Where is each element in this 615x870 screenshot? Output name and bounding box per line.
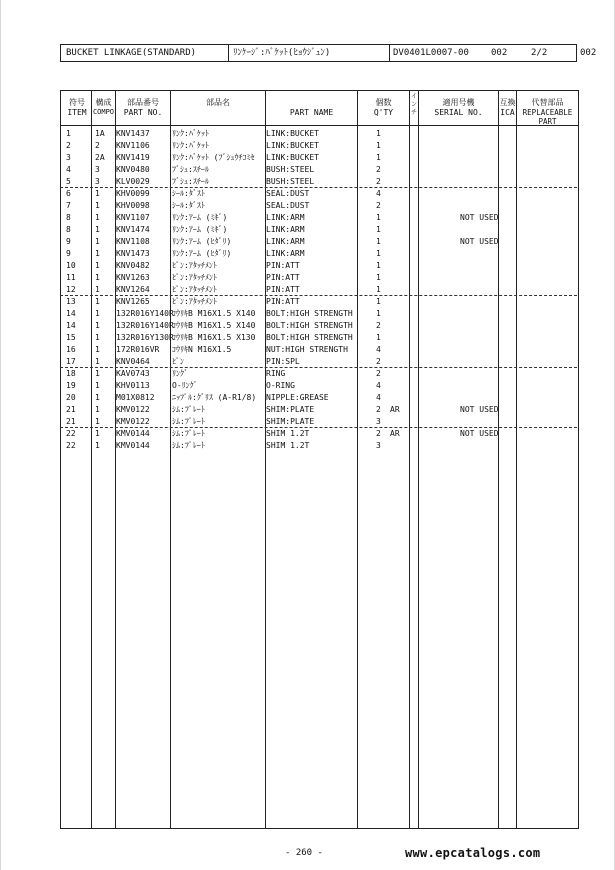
- table-row: [60, 392, 577, 404]
- item-cell: 1: [66, 129, 71, 138]
- compo-cell: 3: [95, 165, 100, 174]
- partno-cell: KMV0122: [116, 417, 150, 426]
- item-cell: 8: [66, 225, 71, 234]
- name-jp-cell: ｺｳﾘｷB M16X1.5 X140: [172, 309, 256, 318]
- page-edge-left: [0, 0, 1, 870]
- table-row: [60, 308, 577, 320]
- partno-cell: KNV0464: [116, 357, 150, 366]
- compo-cell: 1A: [95, 129, 105, 138]
- table-row: [60, 320, 577, 332]
- header-page-code: 002: [580, 48, 597, 58]
- serial-cell: NOT USED: [460, 237, 499, 246]
- col-ica-jp: 互換: [499, 98, 516, 107]
- table-row: [60, 260, 577, 272]
- partno-cell: KNV1473: [116, 249, 150, 258]
- name-jp-cell: ｺｳﾘｷN M16X1.5: [172, 345, 232, 354]
- table-row: [60, 296, 577, 308]
- partno-cell: KNV1265: [116, 297, 150, 306]
- name-cell: LINK:ARM: [266, 213, 305, 222]
- item-cell: 10: [66, 261, 76, 270]
- table-row: [60, 128, 577, 140]
- item-cell: 14: [66, 321, 76, 330]
- col-item-jp: 符号: [69, 98, 85, 107]
- name-jp-cell: ﾘﾝｸ:ｱｰﾑ (ﾐｷﾞ): [172, 213, 228, 222]
- partno-cell: 132R016Y130R: [116, 333, 174, 342]
- name-jp-cell: ｼｰﾙ:ﾀﾞｽﾄ: [172, 201, 205, 210]
- item-cell: 17: [66, 357, 76, 366]
- item-cell: 11: [66, 273, 76, 282]
- partno-cell: 132R016Y140R: [116, 309, 174, 318]
- col-compo: COMPO: [92, 108, 115, 116]
- compo-cell: 1: [95, 345, 100, 354]
- qty-cell: 1: [376, 273, 381, 282]
- col-serial-jp: 適用号機: [442, 98, 475, 107]
- name-jp-cell: ﾋﾟﾝ:ｱﾀｯﾁﾒﾝﾄ: [172, 297, 217, 306]
- col-replace-2: PART: [538, 117, 557, 126]
- compo-cell: 1: [95, 249, 100, 258]
- item-cell: 2: [66, 141, 71, 150]
- compo-cell: 1: [95, 417, 100, 426]
- name-cell: PIN:ATT: [266, 261, 300, 270]
- name-cell: RING: [266, 369, 286, 378]
- table-row: [60, 140, 577, 152]
- partno-cell: KLV0029: [116, 177, 150, 186]
- qty-cell: 2: [376, 321, 381, 330]
- name-jp-cell: ﾌﾞｼｭ:ｽﾁｰﾙ: [172, 177, 209, 186]
- partno-cell: KHV0098: [116, 201, 150, 210]
- qty-cell: 2: [376, 201, 381, 210]
- item-cell: 21: [66, 405, 76, 414]
- compo-cell: 1: [95, 441, 100, 450]
- compo-cell: 1: [95, 225, 100, 234]
- name-jp-cell: ｼﾑ:ﾌﾟﾚｰﾄ: [172, 441, 205, 450]
- compo-cell: 1: [95, 321, 100, 330]
- name-jp-cell: ﾘﾝｸ:ﾊﾞｹｯﾄ: [172, 141, 209, 150]
- name-jp-cell: ﾋﾟﾝ:ｱﾀｯﾁﾒﾝﾄ: [172, 261, 217, 270]
- compo-cell: 3: [95, 177, 100, 186]
- name-cell: NIPPLE:GREASE: [266, 393, 329, 402]
- name-cell: PIN:ATT: [266, 285, 300, 294]
- header-divider: [228, 45, 229, 61]
- compo-cell: 1: [95, 357, 100, 366]
- table-row: [60, 200, 577, 212]
- col-compo-jp: 構成: [95, 98, 112, 107]
- item-cell: 22: [66, 441, 76, 450]
- name-jp-cell: ｼﾑ:ﾌﾟﾚｰﾄ: [172, 405, 205, 414]
- partno-cell: KNV1264: [116, 285, 150, 294]
- qty-cell: 2: [376, 177, 381, 186]
- partno-cell: KNV0482: [116, 261, 150, 270]
- name-jp-cell: ﾋﾟﾝ:ｱﾀｯﾁﾒﾝﾄ: [172, 285, 217, 294]
- compo-cell: 1: [95, 405, 100, 414]
- compo-cell: 1: [95, 393, 100, 402]
- name-jp-cell: ｺｳﾘｷB M16X1.5 X140: [172, 321, 256, 330]
- compo-cell: 1: [95, 369, 100, 378]
- mark-cell: AR: [390, 405, 400, 414]
- name-cell: BUSH:STEEL: [266, 165, 315, 174]
- item-cell: 8: [66, 213, 71, 222]
- col-serial: SERIAL NO.: [434, 108, 483, 117]
- col-partno: PART NO.: [123, 108, 163, 117]
- compo-cell: 1: [95, 285, 100, 294]
- compo-cell: 1: [95, 237, 100, 246]
- item-cell: 3: [66, 153, 71, 162]
- qty-cell: 1: [376, 141, 381, 150]
- name-jp-cell: ﾌﾞｼｭ:ｽﾁｰﾙ: [172, 165, 209, 174]
- qty-cell: 4: [376, 393, 381, 402]
- header-title-jp: ﾘﾝｹｰｼﾞ:ﾊﾞｹｯﾄ(ﾋｮｳｼﾞｭﾝ): [233, 48, 331, 58]
- item-cell: 5: [66, 177, 71, 186]
- compo-cell: 1: [95, 429, 100, 438]
- qty-cell: 2: [376, 369, 381, 378]
- table-row: [60, 212, 577, 224]
- col-partname: PART NAME: [289, 108, 334, 117]
- item-cell: 12: [66, 285, 76, 294]
- name-jp-cell: ﾘﾝｸ:ｱｰﾑ (ﾋﾀﾞﾘ): [172, 237, 232, 246]
- col-partno-jp: 部品番号: [127, 98, 159, 107]
- name-jp-cell: ﾘﾝｸﾞ: [172, 369, 188, 378]
- item-cell: 18: [66, 369, 76, 378]
- name-jp-cell: ｼﾑ:ﾌﾟﾚｰﾄ: [172, 417, 205, 426]
- name-cell: BOLT:HIGH STRENGTH: [266, 309, 353, 318]
- item-cell: 7: [66, 201, 71, 210]
- compo-cell: 1: [95, 189, 100, 198]
- header-code: DV0401L0007-00: [393, 48, 469, 58]
- partno-cell: KNV1263: [116, 273, 150, 282]
- table-row: [60, 404, 577, 416]
- table-row: [60, 188, 577, 200]
- name-cell: BOLT:HIGH STRENGTH: [266, 321, 353, 330]
- header-divider: [389, 45, 390, 61]
- name-cell: O-RING: [266, 381, 295, 390]
- item-cell: 6: [66, 189, 71, 198]
- name-jp-cell: ﾋﾟﾝ:ｱﾀｯﾁﾒﾝﾄ: [172, 273, 217, 282]
- compo-cell: 1: [95, 309, 100, 318]
- partno-cell: KNV0480: [116, 165, 150, 174]
- name-cell: LINK:BUCKET: [266, 129, 319, 138]
- qty-cell: 1: [376, 249, 381, 258]
- qty-cell: 1: [376, 309, 381, 318]
- compo-cell: 1: [95, 273, 100, 282]
- name-jp-cell: ﾘﾝｸ:ﾊﾞｹｯﾄ: [172, 129, 209, 138]
- qty-cell: 1: [376, 153, 381, 162]
- table-row: [60, 368, 577, 380]
- name-cell: LINK:BUCKET: [266, 141, 319, 150]
- table-row: [60, 272, 577, 284]
- item-cell: 16: [66, 345, 76, 354]
- table-row: [60, 152, 577, 164]
- partno-cell: KNV1108: [116, 237, 150, 246]
- qty-cell: 1: [376, 225, 381, 234]
- qty-cell: 2: [376, 357, 381, 366]
- serial-cell: NOT USED: [460, 213, 499, 222]
- item-cell: 9: [66, 249, 71, 258]
- name-cell: LINK:BUCKET: [266, 153, 319, 162]
- compo-cell: 1: [95, 213, 100, 222]
- partno-cell: KNV1474: [116, 225, 150, 234]
- qty-cell: 2: [376, 405, 381, 414]
- qty-cell: 1: [376, 285, 381, 294]
- name-cell: SEAL:DUST: [266, 201, 310, 210]
- name-cell: BUSH:STEEL: [266, 177, 315, 186]
- col-partname-jp: 部品名: [206, 98, 230, 107]
- table-row: [60, 380, 577, 392]
- col-item: ITEM: [67, 108, 87, 117]
- name-cell: SHIM:PLATE: [266, 417, 315, 426]
- header-seq: 002: [491, 48, 508, 58]
- partno-cell: KHV0099: [116, 189, 150, 198]
- compo-cell: 1: [95, 201, 100, 210]
- col-qty-jp: 個数: [375, 98, 392, 107]
- item-cell: 19: [66, 381, 76, 390]
- mark-cell: AR: [390, 429, 400, 438]
- item-cell: 22: [66, 429, 76, 438]
- compo-cell: 2A: [95, 153, 105, 162]
- name-cell: SHIM:PLATE: [266, 405, 315, 414]
- compo-cell: 1: [95, 261, 100, 270]
- qty-cell: 1: [376, 333, 381, 342]
- name-cell: SHIM 1.2T: [266, 441, 310, 450]
- qty-cell: 3: [376, 441, 381, 450]
- name-cell: LINK:ARM: [266, 225, 305, 234]
- compo-cell: 1: [95, 381, 100, 390]
- serial-cell: NOT USED: [460, 405, 499, 414]
- qty-cell: 3: [376, 417, 381, 426]
- table-row: [60, 332, 577, 344]
- header-page-frac: 2/2: [531, 48, 548, 58]
- partno-cell: KMV0122: [116, 405, 150, 414]
- name-jp-cell: ｺｳﾘｷB M16X1.5 X130: [172, 333, 256, 342]
- name-jp-cell: ﾘﾝｸ:ｱｰﾑ (ﾐｷﾞ): [172, 225, 228, 234]
- table-row: [60, 164, 577, 176]
- qty-cell: 2: [376, 429, 381, 438]
- item-cell: 4: [66, 165, 71, 174]
- partno-cell: M01X0812: [116, 393, 155, 402]
- item-cell: 14: [66, 309, 76, 318]
- col-ica: ICA: [500, 108, 515, 117]
- partno-cell: KNV1106: [116, 141, 150, 150]
- qty-cell: 1: [376, 213, 381, 222]
- name-cell: LINK:ARM: [266, 249, 305, 258]
- header-rule: [61, 125, 578, 126]
- header-title: BUCKET LINKAGE(STANDARD): [66, 48, 197, 58]
- partno-cell: KMV0144: [116, 429, 150, 438]
- compo-cell: 1: [95, 297, 100, 306]
- col-replace-1: REPLACEABLE: [522, 108, 573, 117]
- item-cell: 15: [66, 333, 76, 342]
- table-row: [60, 344, 577, 356]
- item-cell: 20: [66, 393, 76, 402]
- partno-cell: KMV0144: [116, 441, 150, 450]
- item-cell: 21: [66, 417, 76, 426]
- header-box: [60, 44, 577, 62]
- brand-watermark: www.epcatalogs.com: [405, 846, 541, 860]
- name-jp-cell: ﾘﾝｸ:ｱｰﾑ (ﾋﾀﾞﾘ): [172, 249, 232, 258]
- qty-cell: 2: [376, 165, 381, 174]
- table-row: [60, 440, 577, 452]
- name-cell: BOLT:HIGH STRENGTH: [266, 333, 353, 342]
- partno-cell: KNV1107: [116, 213, 150, 222]
- compo-cell: 1: [95, 333, 100, 342]
- col-note-jp: インチ: [410, 93, 417, 116]
- item-cell: 13: [66, 297, 76, 306]
- partno-cell: KNV1437: [116, 129, 150, 138]
- partno-cell: KHV0113: [116, 381, 150, 390]
- partno-cell: KNV1419: [116, 153, 150, 162]
- col-replace-jp: 代替部品: [531, 98, 564, 107]
- qty-cell: 4: [376, 345, 381, 354]
- name-cell: NUT:HIGH STRENGTH: [266, 345, 348, 354]
- name-jp-cell: ﾋﾟﾝ: [172, 357, 184, 366]
- table-row: [60, 248, 577, 260]
- qty-cell: 1: [376, 237, 381, 246]
- partno-cell: 172R016VR: [116, 345, 160, 354]
- table-row: [60, 428, 577, 440]
- table-row: [60, 224, 577, 236]
- col-qty: Q'TY: [373, 108, 394, 117]
- serial-cell: NOT USED: [460, 429, 499, 438]
- name-cell: PIN:ATT: [266, 273, 300, 282]
- qty-cell: 4: [376, 189, 381, 198]
- partno-cell: 132R016Y140R: [116, 321, 174, 330]
- partno-cell: KAV0743: [116, 369, 150, 378]
- name-jp-cell: ｼﾑ:ﾌﾟﾚｰﾄ: [172, 429, 205, 438]
- qty-cell: 1: [376, 261, 381, 270]
- name-jp-cell: ﾆｯﾌﾟﾙ:ｸﾞﾘｽ (A-R1/8): [172, 393, 257, 402]
- name-cell: PIN:SPL: [266, 357, 300, 366]
- compo-cell: 2: [95, 141, 100, 150]
- name-cell: SEAL:DUST: [266, 189, 310, 198]
- qty-cell: 1: [376, 129, 381, 138]
- name-cell: PIN:ATT: [266, 297, 300, 306]
- qty-cell: 1: [376, 297, 381, 306]
- name-cell: SHIM 1.2T: [266, 429, 310, 438]
- table-row: [60, 236, 577, 248]
- qty-cell: 4: [376, 381, 381, 390]
- item-cell: 9: [66, 237, 71, 246]
- name-jp-cell: ｼｰﾙ:ﾀﾞｽﾄ: [172, 189, 205, 198]
- page-number: - 260 -: [285, 848, 323, 858]
- name-jp-cell: ﾘﾝｸ:ﾊﾞｹｯﾄ (ﾌﾞｼｭｳﾁｺﾐｾ: [172, 153, 255, 162]
- name-jp-cell: O-ﾘﾝｸﾞ: [172, 381, 198, 390]
- name-cell: LINK:ARM: [266, 237, 305, 246]
